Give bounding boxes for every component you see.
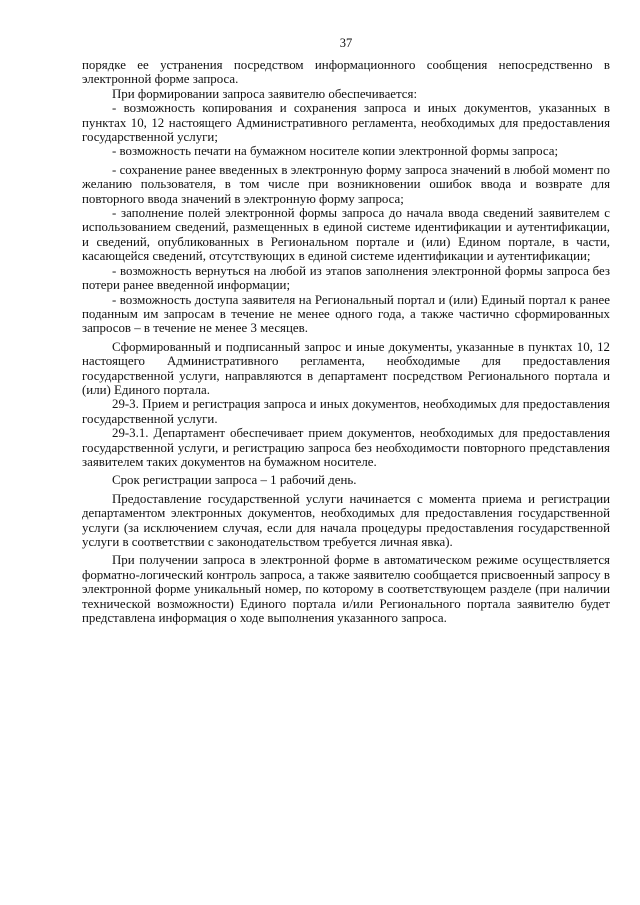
paragraph: - возможность вернуться на любой из этапов заполнения электронной формы запроса без потери ранее введенной информации;	[82, 263, 610, 293]
paragraph: При формировании запроса заявителю обеспечивается:	[112, 86, 418, 101]
paragraph: порядке ее устранения посредством информационного сообщения непосредственно в электронной форме запроса.	[82, 58, 610, 87]
paragraph: - возможность копирования и сохранения запроса и иных документов, указанных в пунктах 10, 12 настоящего Административного регламента, необходимых для предоставления государственной услуги;	[82, 101, 610, 145]
paragraph: Предоставление государственной услуги начинается с момента приема и регистрации департаментом электронных документов, необходимых для предоставления государственной услуги (за исключением случая, если для начала процедуры предоставления государственной услуги в соответствии с законодательством требуется личная явка).	[82, 491, 610, 549]
paragraph: Срок регистрации запроса – 1 рабочий день.	[112, 473, 357, 488]
paragraph: Сформированный и подписанный запрос и иные документы, указанные в пунктах 10, 12 настоящего Административного регламента, необходимые для предоставления государственной услуги, направляются в департамент посредством Регионального портала и (или) Единого портала.	[82, 339, 610, 397]
paragraph: - заполнение полей электронной формы запроса до начала ввода сведений заявителем с использованием сведений, размещенных в единой системе идентификации и аутентификации, и сведений, опубликованных в Региональном портале и (или) Едином портале, в части, касающейся сведений, отсутствующих в единой системе идентификации и аутентификации;	[82, 206, 610, 264]
paragraph: 29-3.1. Департамент обеспечивает прием документов, необходимых для предоставления государственной услуги, и регистрацию запроса без необходимости повторного представления заявителем таких документов на бумажном носителе.	[82, 426, 610, 469]
document-body	[82, 58, 610, 625]
paragraph: При получении запроса в электронной форме в автоматическом режиме осуществляется форматно-логический контроль запроса, а также заявителю сообщается присвоенный запросу в электронной форме уникальный номер, по которому в соответствующем разделе (при наличии технической возможности) Единого портала и/или Регионального портала заявителю будет представлена информация о ходе выполнения указанного запроса.	[82, 553, 610, 626]
paragraph: - сохранение ранее введенных в электронную форму запроса значений в любой момент по желанию пользователя, в том числе при возникновении ошибок ввода и возврате для повторного ввода значений в электронную форму запроса;	[82, 162, 610, 206]
paragraph: 29-3. Прием и регистрация запроса и иных документов, необходимых для предоставления государственной услуги.	[82, 397, 610, 426]
page-number: 37	[339, 36, 353, 50]
paragraph: - возможность печати на бумажном носителе копии электронной формы запроса;	[112, 144, 559, 159]
paragraph: - возможность доступа заявителя на Региональный портал и (или) Единый портал к ранее поданным им запросам в течение не менее одного года, а также частично сформированных запросов – в течение не менее 3 месяцев.	[82, 292, 610, 336]
